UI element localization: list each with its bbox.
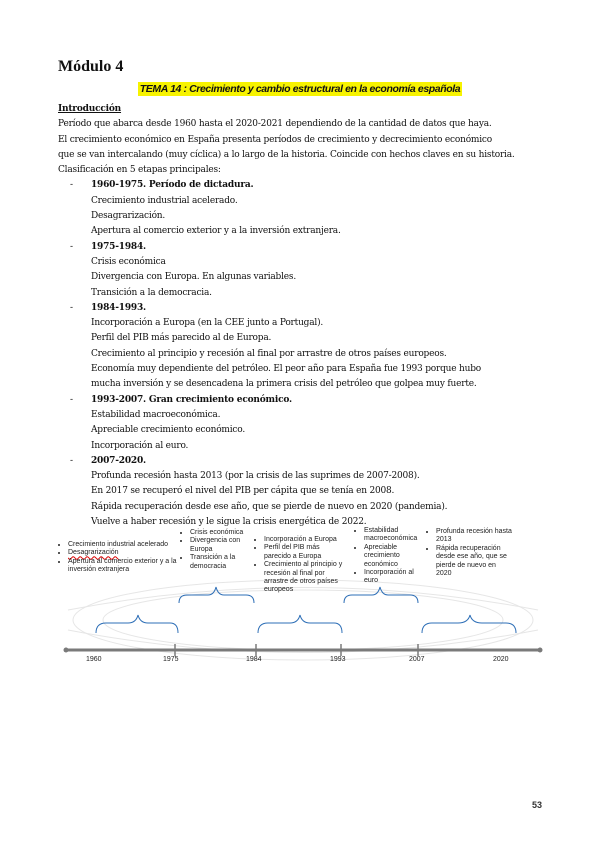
period-point: Economía muy dependiente del petróleo. El peor año para España fue 1993 porque hubo [91,364,482,375]
timeline-box-item: • Crisis económica [190,529,254,537]
timeline-box-item: • Crecimiento al principio y recesión al final por arrastre de otros países europeos [264,561,348,595]
period-point: Apertura al comercio exterior y a la inversión extranjera. [91,226,341,237]
period-item [58,301,558,393]
period-point: Perfil del PIB más parecido al de Europa. [91,333,272,344]
list-bullet: - [70,455,73,466]
brace-1960-1975 [96,615,178,633]
timeline-diagram [58,525,548,675]
brace-1984-1993 [258,615,342,633]
intro-line: que se van intercalando (muy cíclica) a lo largo de la historia. Coincide con hechos claves en su historia. [58,149,515,160]
timeline-box [428,528,512,578]
intro-heading: Introducción [58,104,122,114]
period-point: Vuelve a haber recesión y le sigue la crisis energética de 2022. [91,517,367,528]
period-title: 1984-1993. [91,302,146,313]
timeline-box-item: • Apertura al comercio exterior y a la inversión extranjera [68,558,178,575]
document-body [58,102,558,530]
list-bullet: - [70,302,73,313]
intro-line: El crecimiento económico en España presenta períodos de crecimiento y decrecimiento económico [58,134,492,145]
period-point: Apreciable crecimiento económico. [91,425,245,436]
period-item [58,240,558,301]
timeline-box-item: • Rápida recuperación desde ese año, que se pierde de nuevo en 2020 [436,545,512,579]
period-item [58,454,558,530]
timeline-box-item: • Crecimiento industrial acelerado [68,541,178,549]
timeline-box-item: • Profunda recesión hasta 2013 [436,528,512,545]
timeline-end-dot [538,648,543,653]
timeline-box [182,529,254,571]
list-bullet: - [70,180,73,191]
period-point: Crecimiento industrial acelerado. [91,195,238,206]
period-title: 2007-2020. [91,455,146,466]
timeline-box-item: • Perfil del PIB más parecido a Europa [264,544,348,561]
page-number: 53 [531,800,542,810]
timeline-box-item: • Incorporación a Europa [264,536,348,544]
period-title: 1960-1975. Período de dictadura. [91,180,254,191]
timeline-box-item: • Divergencia con Europa [190,537,254,554]
period-point: Incorporación al euro. [91,440,189,451]
period-point: Transición a la democracia. [91,287,212,298]
timeline-box-item: • Incorporación al euro [364,569,424,586]
timeline-start-dot [64,648,69,653]
intro-line: Período que abarca desde 1960 hasta el 2020-2021 dependiendo de la cantidad de datos que haya. [58,119,492,130]
period-point: Crisis económica [91,256,166,267]
timeline-box-item: • Apreciable crecimiento económico [364,544,424,569]
topic-title-text: TEMA 14 : Crecimiento y cambio estructural en la economía española [139,83,461,95]
period-list [58,178,558,530]
timeline-box [356,527,424,586]
period-item [58,393,558,454]
timeline-box-item: • Estabilidad macroeconómica [364,527,424,544]
period-point: Crecimiento al principio y recesión al final por arrastre de otros países europeos. [91,348,447,359]
period-point: Desagrarización. [91,211,166,222]
timeline-box [256,536,348,595]
period-point: Profunda recesión hasta 2013 (por la crisis de las suprimes de 2007-2008). [91,471,420,482]
timeline-box-item: • Transición a la democracia [190,554,254,571]
period-title: 1993-2007. Gran crecimiento económico. [91,394,292,405]
timeline-year-label: 1984 [246,656,262,663]
module-title: Módulo 4 [58,58,124,75]
timeline-year-label: 2007 [409,656,425,663]
timeline-year-label: 1960 [86,656,102,663]
timeline-year-label: 1975 [163,656,179,663]
list-bullet: - [70,394,73,405]
period-point: Incorporación a Europa (en la CEE junto a Portugal). [91,318,324,329]
timeline-year-label: 2020 [493,656,509,663]
intro-line: Clasificación en 5 etapas principales: [58,165,221,176]
period-item [58,178,558,239]
period-point: En 2017 se recuperó el nivel del PIB per cápita que se tenía en 2008. [91,486,395,497]
timeline-box [60,541,178,575]
topic-title [0,83,600,95]
period-point: mucha inversión y se desencadena la primera crisis del petróleo que golpea muy fuerte. [91,379,477,390]
timeline-box-item: • Desagrarización [68,549,178,557]
timeline-year-label: 1993 [330,656,346,663]
list-bullet: - [70,241,73,252]
period-point: Divergencia con Europa. En algunas variables. [91,272,297,283]
brace-1993-2007 [344,587,418,603]
period-title: 1975-1984. [91,241,146,252]
period-point: Rápida recuperación desde ese año, que se pierde de nuevo en 2020 (pandemia). [91,501,448,512]
period-point: Estabilidad macroeconómica. [91,409,221,420]
